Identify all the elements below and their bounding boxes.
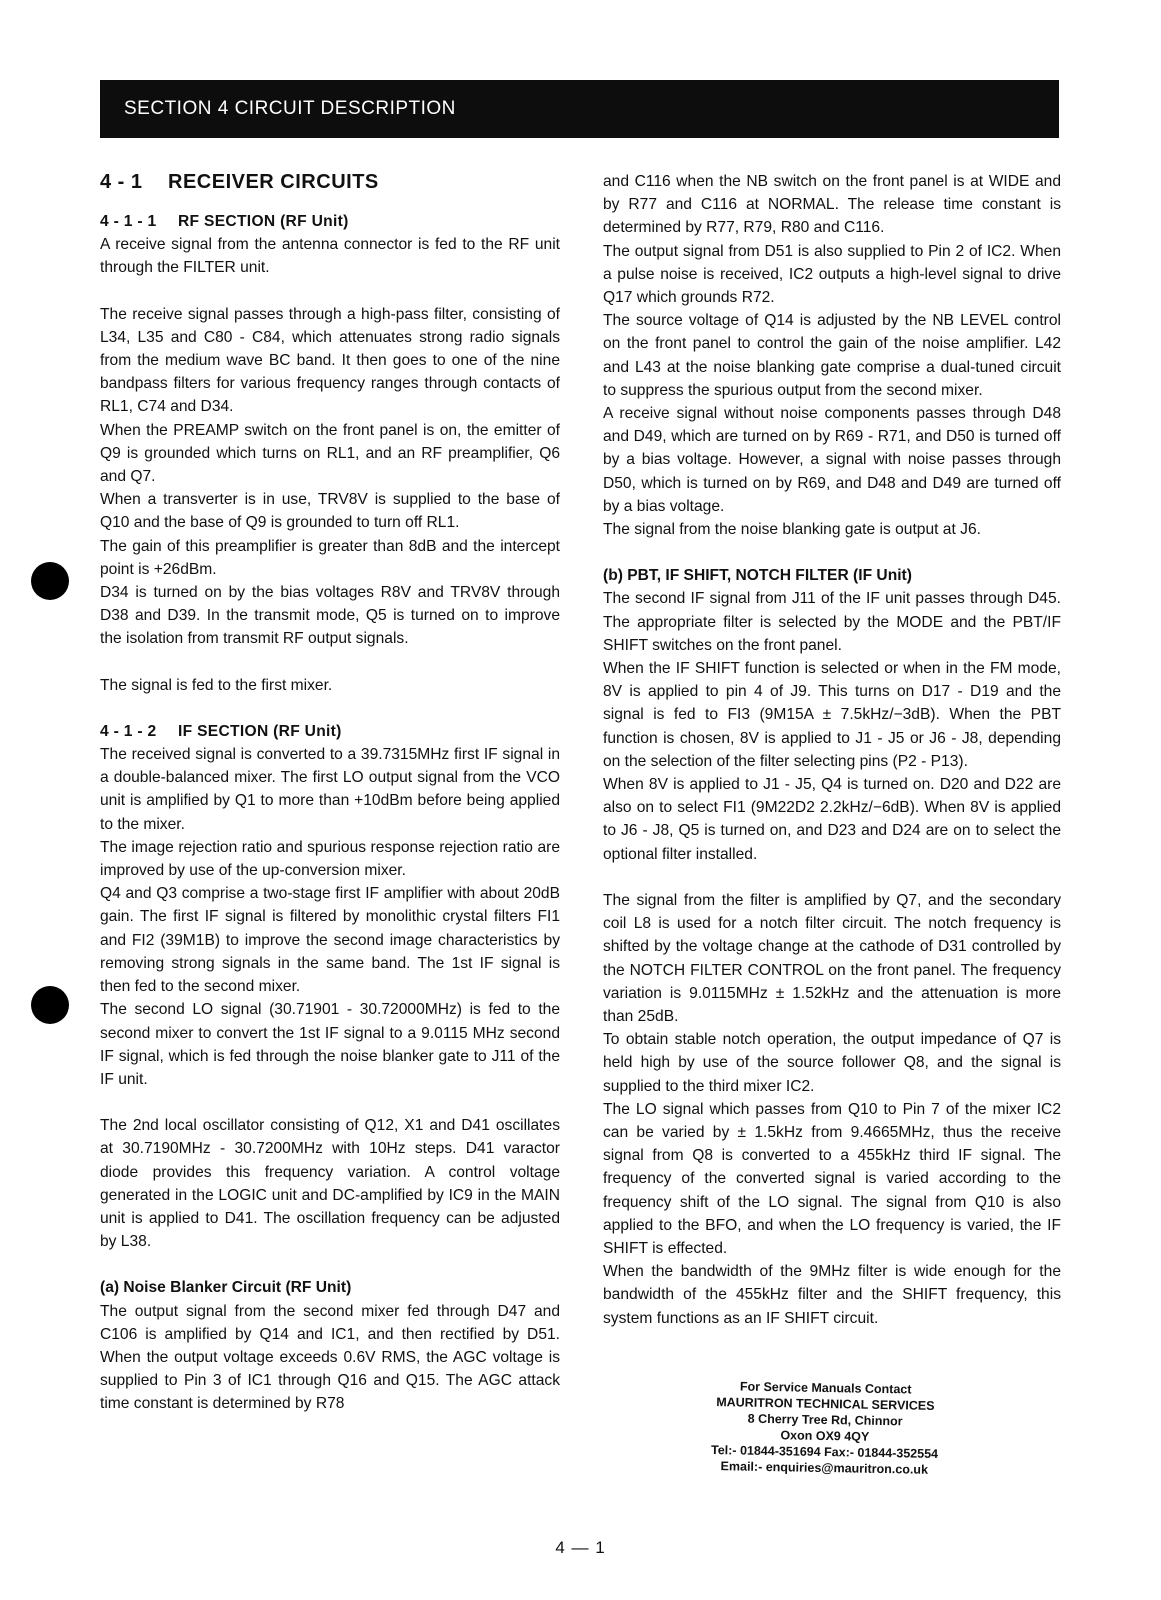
- paragraph: The signal from the noise blanking gate is output at J6.: [603, 521, 981, 539]
- paragraph: The 2nd local oscillator consisting of Q12, X1 and D41 oscillates at 30.7190MHz - 30.7200MHz with 10Hz steps. D41 varactor diode provides this frequency variation. A control voltage generated in the LOGIC unit and DC-amplified by IC9 in the MAIN unit is applied to D41. The oscillation frequency can be adjusted by L38.: [100, 1117, 560, 1251]
- paragraph: When the PREAMP switch on the front panel is on, the emitter of Q9 is grounded which turns on RL1, and an RF preamplifier, Q6 and Q7.: [100, 421, 560, 486]
- paragraph: When the bandwidth of the 9MHz filter is wide enough for the bandwidth of the 455kHz filter and the SHIFT frequency, this system functions as an IF SHIFT circuit.: [603, 1263, 1061, 1327]
- paragraph: The output signal from D51 is also supplied to Pin 2 of IC2. When a pulse noise is received, IC2 outputs a high-level signal to drive Q17 which grounds R72.: [603, 242, 1061, 307]
- noise-blanker-heading: (a) Noise Blanker Circuit (RF Unit): [100, 1279, 352, 1297]
- section-header-bar: [100, 80, 1059, 138]
- paragraph: The signal is fed to the first mixer.: [100, 676, 333, 694]
- paragraph: The second IF signal from J11 of the IF unit passes through D45. The appropriate filter is selected by the MODE and the PBT/IF SHIFT switches on the front panel.: [603, 590, 1061, 654]
- section-heading: [100, 170, 560, 194]
- paragraph: The signal from the filter is amplified by Q7, and the secondary coil L8 is used for a notch filter circuit. The notch frequency is shifted by the voltage change at the cathode of D31 controlled by the NOTCH FILTER CONTROL on the front panel. The frequency variation is 9.0115MHz ± 1.52kHz and the attenuation is more than 25dB.: [603, 891, 1061, 1025]
- right-column: [603, 170, 1061, 1330]
- page-number: 4 — 1: [555, 1538, 606, 1557]
- contact-stamp: [699, 1378, 951, 1478]
- paragraph: When a transverter is in use, TRV8V is supplied to the base of Q10 and the base of Q9 is grounded to turn off RL1.: [100, 491, 560, 532]
- section-number: 4 - 1: [100, 171, 143, 193]
- section-title: RECEIVER CIRCUITS: [168, 171, 379, 193]
- paragraph: The receive signal passes through a high-pass filter, consisting of L34, L35 and C80 - C84, which attenuates strong radio signals from the medium wave BC band. It then goes to one of the nine bandpass filters for various frequency ranges through contacts of RL1, C74 and D34.: [100, 305, 560, 416]
- paragraph: The image rejection ratio and spurious response rejection ratio are improved by use of the up-conversion mixer.: [100, 838, 560, 880]
- paragraph: The output signal from the second mixer fed through D47 and C106 is amplified by Q14 and IC1, and then rectified by D51. When the output voltage exceeds 0.6V RMS, the AGC voltage is supplied to Pin 3 of IC1 through Q16 and Q15. The AGC attack time constant is determined by R78: [100, 1302, 560, 1413]
- paragraph: The LO signal which passes from Q10 to Pin 7 of the mixer IC2 can be varied by ± 1.5kHz from 9.4665MHz, thus the receive signal from Q8 is converted to a 455kHz third IF signal. The frequency of the converted signal is varied according to the frequency shift of the LO signal. The signal from Q10 is also applied to the BFO, and when the LO frequency is varied, the IF SHIFT is effected.: [603, 1100, 1061, 1257]
- stamp-line: Tel:- 01844-351694 Fax:- 01844-352554: [710, 1443, 939, 1461]
- pbt-heading: (b) PBT, IF SHIFT, NOTCH FILTER (IF Unit): [603, 567, 912, 585]
- paragraph: and C116 when the NB switch on the front panel is at WIDE and by R77 and C116 at NORMAL. The release time constant is determined by R77, R79, R80 and C116.: [603, 173, 1061, 237]
- stamp-line: 8 Cherry Tree Rd, Chinnor: [747, 1411, 903, 1429]
- punch-hole: [31, 562, 69, 600]
- paragraph: A receive signal from the antenna connector is fed to the RF unit through the FILTER unit.: [100, 236, 560, 277]
- stamp-line: MAURITRON TECHNICAL SERVICES: [716, 1395, 935, 1413]
- paragraph: The gain of this preamplifier is greater than 8dB and the intercept point is +26dBm.: [100, 537, 560, 578]
- paragraph: Q4 and Q3 comprise a two-stage first IF amplifier with about 20dB gain. The first IF signal is filtered by monolithic crystal filters FI1 and FI2 (39M1B) to improve the second image characteristics by removing strong signals in the same band. The 1st IF signal is then fed to the second mixer.: [100, 885, 560, 996]
- paragraph: A receive signal without noise components passes through D48 and D49, which are turned on by R69 - R71, and D50 is turned off by a bias voltage. However, a signal with noise passes through D50, which is turned on by R69, and D48 and D49 are turned off by a bias voltage.: [603, 405, 1061, 515]
- if-section-title: IF SECTION (RF Unit): [178, 722, 342, 740]
- rf-section-heading: [100, 210, 560, 233]
- paragraph: To obtain stable notch operation, the output impedance of Q7 is held high by use of the source follower Q8, and the signal is supplied to the third mixer IC2.: [603, 1031, 1061, 1095]
- paragraph: D34 is turned on by the bias voltages R8V and TRV8V through D38 and D39. In the transmit mode, Q5 is turned on to improve the isolation from transmit RF output signals.: [100, 584, 560, 648]
- stamp-line: Oxon OX9 4QY: [780, 1428, 870, 1444]
- rf-section-number: 4 - 1 - 1: [100, 213, 157, 230]
- paragraph: The source voltage of Q14 is adjusted by the NB LEVEL control on the front panel to control the gain of the noise amplifier. L42 and L43 at the noise blanking gate comprise a dual-tuned circuit to suppress the spurious output from the second mixer.: [603, 312, 1061, 399]
- if-section-number: 4 - 1 - 2: [100, 722, 157, 740]
- paragraph: When 8V is applied to J1 - J5, Q4 is turned on. D20 and D22 are also on to select FI1 (9M22D2 2.2kHz/−6dB). When 8V is applied to J6 - J8, Q5 is turned on, and D23 and D24 are on to select the optional filter installed.: [603, 776, 1061, 863]
- stamp-line: For Service Manuals Contact: [739, 1379, 912, 1397]
- section-header-title: SECTION 4 CIRCUIT DESCRIPTION: [124, 98, 456, 119]
- paragraph: The second LO signal (30.71901 - 30.72000MHz) is fed to the second mixer to convert the 1st IF signal to a 9.0115 MHz second IF signal, which is fed through the noise blanker gate to J11 of the IF unit.: [100, 1001, 560, 1088]
- stamp-line: Email:- enquiries@mauritron.co.uk: [720, 1459, 929, 1477]
- if-section-heading: [100, 720, 560, 743]
- punch-hole: [31, 986, 69, 1024]
- rf-section-title: RF SECTION (RF Unit): [178, 213, 349, 230]
- paragraph: The received signal is converted to a 39.7315MHz first IF signal in a double-balanced mixer. The first LO output signal from the VCO unit is amplified by Q1 to more than +10dBm before being applied to the mixer.: [100, 746, 560, 833]
- left-column: [100, 170, 560, 1416]
- paragraph: When the IF SHIFT function is selected or when in the FM mode, 8V is applied to pin 4 of J9. This turns on D17 - D19 and the signal is fed to FI3 (9M15A ± 7.5kHz/−3dB). When the PBT function is chosen, 8V is applied to J1 - J5 or J6 - J8, depending on the selection of the filter selecting pins (P2 - P13).: [603, 660, 1061, 770]
